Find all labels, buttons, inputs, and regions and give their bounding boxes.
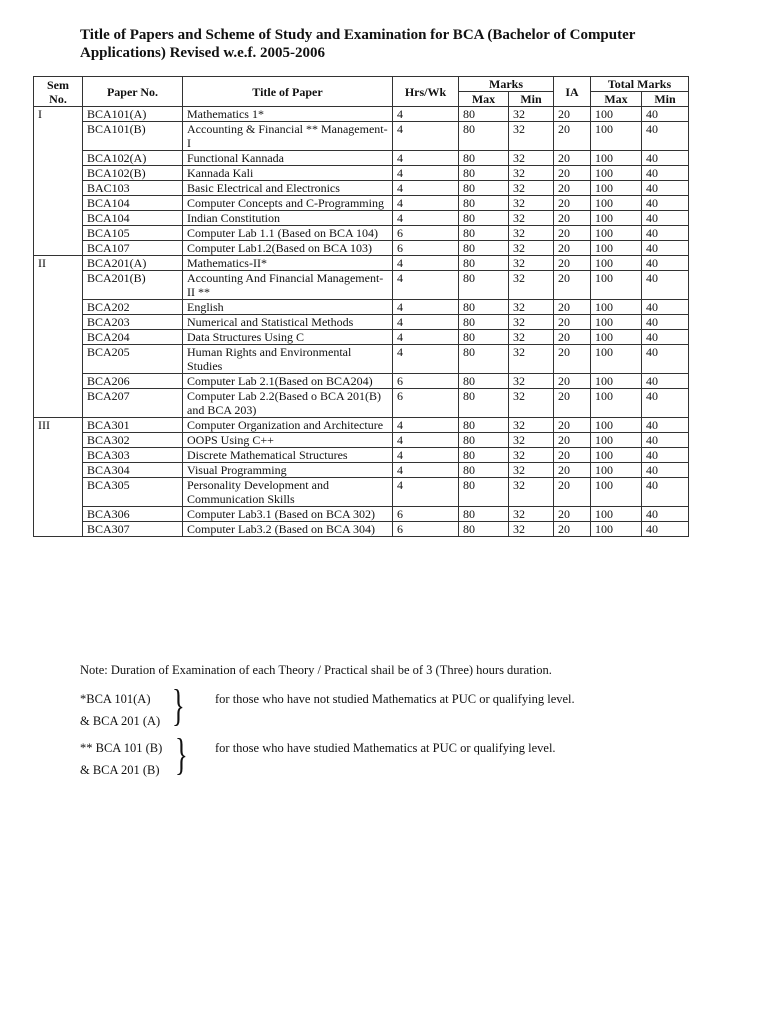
- total-max-cell: 100: [591, 448, 642, 463]
- marks-max-cell: 80: [459, 107, 509, 122]
- total-min-cell: 40: [642, 300, 689, 315]
- hrs-wk-cell: 4: [393, 107, 459, 122]
- paper-title-cell: Human Rights and Environmental Studies: [183, 345, 393, 374]
- paper-no-cell: BCA202: [83, 300, 183, 315]
- marks-max-cell: 80: [459, 166, 509, 181]
- header-marks-min: Min: [509, 92, 554, 107]
- total-min-cell: 40: [642, 226, 689, 241]
- table-row: [34, 433, 689, 448]
- hrs-wk-cell: 6: [393, 522, 459, 537]
- table-row: [34, 181, 689, 196]
- marks-max-cell: 80: [459, 256, 509, 271]
- table-row: [34, 300, 689, 315]
- total-max-cell: 100: [591, 374, 642, 389]
- ia-cell: 20: [554, 226, 591, 241]
- footnote-2-line2: & BCA 201 (B): [80, 763, 160, 777]
- header-title: Title of Paper: [183, 77, 393, 107]
- paper-no-cell: BAC103: [83, 181, 183, 196]
- ia-cell: 20: [554, 374, 591, 389]
- duration-note: Note: Duration of Examination of each Theory / Practical shail be of 3 (Three) hours duration.: [80, 663, 552, 677]
- table-row: [34, 463, 689, 478]
- marks-min-cell: 32: [509, 418, 554, 433]
- table-body: [34, 107, 689, 537]
- table-row: [34, 315, 689, 330]
- total-min-cell: 40: [642, 433, 689, 448]
- paper-title-cell: Numerical and Statistical Methods: [183, 315, 393, 330]
- total-min-cell: 40: [642, 122, 689, 151]
- marks-max-cell: 80: [459, 241, 509, 256]
- marks-min-cell: 32: [509, 211, 554, 226]
- total-min-cell: 40: [642, 522, 689, 537]
- total-min-cell: 40: [642, 345, 689, 374]
- footnote-2-line1: ** BCA 101 (B): [80, 741, 163, 755]
- marks-max-cell: 80: [459, 151, 509, 166]
- ia-cell: 20: [554, 166, 591, 181]
- header-sem-no: Sem No.: [34, 77, 83, 107]
- total-max-cell: 100: [591, 122, 642, 151]
- marks-max-cell: 80: [459, 389, 509, 418]
- total-max-cell: 100: [591, 330, 642, 345]
- ia-cell: 20: [554, 256, 591, 271]
- total-max-cell: 100: [591, 300, 642, 315]
- paper-title-cell: Computer Lab 1.1 (Based on BCA 104): [183, 226, 393, 241]
- marks-min-cell: 32: [509, 433, 554, 448]
- paper-no-cell: BCA205: [83, 345, 183, 374]
- marks-min-cell: 32: [509, 166, 554, 181]
- total-min-cell: 40: [642, 196, 689, 211]
- table-row: [34, 151, 689, 166]
- ia-cell: 20: [554, 345, 591, 374]
- total-min-cell: 40: [642, 271, 689, 300]
- table-row: [34, 478, 689, 507]
- table-row: [34, 418, 689, 433]
- hrs-wk-cell: 4: [393, 418, 459, 433]
- table-row: [34, 241, 689, 256]
- marks-max-cell: 80: [459, 211, 509, 226]
- marks-min-cell: 32: [509, 374, 554, 389]
- paper-title-cell: Computer Lab 2.1(Based on BCA204): [183, 374, 393, 389]
- table-row: [34, 256, 689, 271]
- paper-no-cell: BCA301: [83, 418, 183, 433]
- marks-max-cell: 80: [459, 196, 509, 211]
- table-row: [34, 389, 689, 418]
- hrs-wk-cell: 4: [393, 345, 459, 374]
- total-min-cell: 40: [642, 389, 689, 418]
- paper-title-cell: Mathematics-II*: [183, 256, 393, 271]
- footnote-1-text: for those who have not studied Mathematics at PUC or qualifying level.: [215, 692, 575, 706]
- marks-min-cell: 32: [509, 271, 554, 300]
- ia-cell: 20: [554, 433, 591, 448]
- header-total-max: Max: [591, 92, 642, 107]
- total-max-cell: 100: [591, 241, 642, 256]
- paper-no-cell: BCA102(B): [83, 166, 183, 181]
- paper-title-cell: Computer Lab3.2 (Based on BCA 304): [183, 522, 393, 537]
- marks-max-cell: 80: [459, 374, 509, 389]
- ia-cell: 20: [554, 463, 591, 478]
- ia-cell: 20: [554, 196, 591, 211]
- marks-min-cell: 32: [509, 241, 554, 256]
- marks-min-cell: 32: [509, 463, 554, 478]
- paper-title-cell: Personality Development and Communication Skills: [183, 478, 393, 507]
- paper-title-cell: Accounting & Financial ** Management-I: [183, 122, 393, 151]
- marks-max-cell: 80: [459, 271, 509, 300]
- marks-min-cell: 32: [509, 151, 554, 166]
- table-row: [34, 166, 689, 181]
- paper-title-cell: Computer Concepts and C-Programming: [183, 196, 393, 211]
- marks-min-cell: 32: [509, 107, 554, 122]
- ia-cell: 20: [554, 478, 591, 507]
- hrs-wk-cell: 4: [393, 300, 459, 315]
- scheme-table: [33, 76, 689, 537]
- total-min-cell: 40: [642, 507, 689, 522]
- table-row: [34, 345, 689, 374]
- table-row: [34, 330, 689, 345]
- paper-title-cell: Computer Lab3.1 (Based on BCA 302): [183, 507, 393, 522]
- ia-cell: 20: [554, 241, 591, 256]
- total-max-cell: 100: [591, 211, 642, 226]
- total-max-cell: 100: [591, 107, 642, 122]
- paper-no-cell: BCA305: [83, 478, 183, 507]
- marks-min-cell: 32: [509, 448, 554, 463]
- ia-cell: 20: [554, 271, 591, 300]
- hrs-wk-cell: 4: [393, 463, 459, 478]
- total-min-cell: 40: [642, 418, 689, 433]
- marks-min-cell: 32: [509, 300, 554, 315]
- paper-no-cell: BCA101(B): [83, 122, 183, 151]
- marks-max-cell: 80: [459, 330, 509, 345]
- marks-min-cell: 32: [509, 226, 554, 241]
- paper-title-cell: Computer Lab 2.2(Based o BCA 201(B) and BCA 203): [183, 389, 393, 418]
- total-max-cell: 100: [591, 463, 642, 478]
- total-max-cell: 100: [591, 196, 642, 211]
- sem-no-cell: II: [34, 256, 83, 418]
- paper-title-cell: Discrete Mathematical Structures: [183, 448, 393, 463]
- total-min-cell: 40: [642, 181, 689, 196]
- total-max-cell: 100: [591, 522, 642, 537]
- paper-no-cell: BCA303: [83, 448, 183, 463]
- paper-no-cell: BCA201(B): [83, 271, 183, 300]
- total-min-cell: 40: [642, 241, 689, 256]
- total-max-cell: 100: [591, 418, 642, 433]
- total-max-cell: 100: [591, 166, 642, 181]
- paper-no-cell: BCA201(A): [83, 256, 183, 271]
- paper-title-cell: Visual Programming: [183, 463, 393, 478]
- paper-title-cell: Indian Constitution: [183, 211, 393, 226]
- paper-title-cell: Basic Electrical and Electronics: [183, 181, 393, 196]
- paper-no-cell: BCA107: [83, 241, 183, 256]
- paper-no-cell: BCA207: [83, 389, 183, 418]
- curly-brace-icon: }: [175, 730, 188, 779]
- table-row: [34, 122, 689, 151]
- marks-max-cell: 80: [459, 433, 509, 448]
- hrs-wk-cell: 4: [393, 433, 459, 448]
- table-row: [34, 374, 689, 389]
- marks-min-cell: 32: [509, 389, 554, 418]
- paper-no-cell: BCA101(A): [83, 107, 183, 122]
- document-title: Title of Papers and Scheme of Study and Examination for BCA (Bachelor of Computer Applications) Revised w.e.f. 2005-2006: [80, 27, 636, 61]
- table-row: [34, 507, 689, 522]
- table-row: [34, 522, 689, 537]
- marks-max-cell: 80: [459, 478, 509, 507]
- marks-min-cell: 32: [509, 256, 554, 271]
- total-min-cell: 40: [642, 478, 689, 507]
- hrs-wk-cell: 4: [393, 196, 459, 211]
- curly-brace-icon: }: [172, 681, 185, 730]
- total-max-cell: 100: [591, 507, 642, 522]
- paper-title-cell: OOPS Using C++: [183, 433, 393, 448]
- marks-min-cell: 32: [509, 122, 554, 151]
- paper-title-cell: Functional Kannada: [183, 151, 393, 166]
- total-min-cell: 40: [642, 448, 689, 463]
- ia-cell: 20: [554, 330, 591, 345]
- hrs-wk-cell: 4: [393, 478, 459, 507]
- paper-title-cell: Kannada Kali: [183, 166, 393, 181]
- table-row: [34, 226, 689, 241]
- total-min-cell: 40: [642, 107, 689, 122]
- paper-title-cell: Mathematics 1*: [183, 107, 393, 122]
- header-paper-no: Paper No.: [83, 77, 183, 107]
- hrs-wk-cell: 4: [393, 330, 459, 345]
- paper-title-cell: Accounting And Financial Management-II **: [183, 271, 393, 300]
- ia-cell: 20: [554, 107, 591, 122]
- total-min-cell: 40: [642, 166, 689, 181]
- table-row: [34, 211, 689, 226]
- paper-title-cell: English: [183, 300, 393, 315]
- ia-cell: 20: [554, 300, 591, 315]
- hrs-wk-cell: 4: [393, 181, 459, 196]
- header-ia: IA: [554, 77, 591, 107]
- ia-cell: 20: [554, 389, 591, 418]
- marks-max-cell: 80: [459, 522, 509, 537]
- ia-cell: 20: [554, 507, 591, 522]
- hrs-wk-cell: 4: [393, 151, 459, 166]
- paper-no-cell: BCA203: [83, 315, 183, 330]
- hrs-wk-cell: 4: [393, 315, 459, 330]
- total-max-cell: 100: [591, 226, 642, 241]
- total-max-cell: 100: [591, 389, 642, 418]
- total-max-cell: 100: [591, 433, 642, 448]
- marks-max-cell: 80: [459, 448, 509, 463]
- total-max-cell: 100: [591, 478, 642, 507]
- total-max-cell: 100: [591, 315, 642, 330]
- hrs-wk-cell: 6: [393, 241, 459, 256]
- total-max-cell: 100: [591, 271, 642, 300]
- table-row: [34, 271, 689, 300]
- paper-title-cell: Data Structures Using C: [183, 330, 393, 345]
- ia-cell: 20: [554, 448, 591, 463]
- marks-max-cell: 80: [459, 463, 509, 478]
- paper-no-cell: BCA302: [83, 433, 183, 448]
- marks-max-cell: 80: [459, 226, 509, 241]
- table-header: [34, 77, 689, 107]
- ia-cell: 20: [554, 418, 591, 433]
- header-total-min: Min: [642, 92, 689, 107]
- hrs-wk-cell: 4: [393, 166, 459, 181]
- footnote-1-line2: & BCA 201 (A): [80, 714, 161, 728]
- hrs-wk-cell: 6: [393, 226, 459, 241]
- total-min-cell: 40: [642, 374, 689, 389]
- marks-max-cell: 80: [459, 418, 509, 433]
- hrs-wk-cell: 4: [393, 211, 459, 226]
- marks-min-cell: 32: [509, 196, 554, 211]
- total-min-cell: 40: [642, 256, 689, 271]
- paper-no-cell: BCA304: [83, 463, 183, 478]
- marks-max-cell: 80: [459, 300, 509, 315]
- footnote-1-line1: *BCA 101(A): [80, 692, 151, 706]
- hrs-wk-cell: 4: [393, 448, 459, 463]
- paper-no-cell: BCA105: [83, 226, 183, 241]
- ia-cell: 20: [554, 122, 591, 151]
- total-min-cell: 40: [642, 211, 689, 226]
- ia-cell: 20: [554, 181, 591, 196]
- footnote-2-text: for those who have studied Mathematics at PUC or qualifying level.: [215, 741, 556, 755]
- marks-max-cell: 80: [459, 345, 509, 374]
- marks-min-cell: 32: [509, 345, 554, 374]
- header-total-marks: Total Marks: [591, 77, 689, 92]
- paper-no-cell: BCA104: [83, 196, 183, 211]
- table-row: [34, 448, 689, 463]
- ia-cell: 20: [554, 151, 591, 166]
- header-marks: Marks: [459, 77, 554, 92]
- total-max-cell: 100: [591, 345, 642, 374]
- total-min-cell: 40: [642, 463, 689, 478]
- ia-cell: 20: [554, 211, 591, 226]
- paper-no-cell: BCA206: [83, 374, 183, 389]
- total-max-cell: 100: [591, 256, 642, 271]
- table-row: [34, 107, 689, 122]
- table-row: [34, 196, 689, 211]
- marks-max-cell: 80: [459, 315, 509, 330]
- marks-min-cell: 32: [509, 522, 554, 537]
- marks-min-cell: 32: [509, 315, 554, 330]
- total-max-cell: 100: [591, 151, 642, 166]
- hrs-wk-cell: 4: [393, 122, 459, 151]
- paper-no-cell: BCA102(A): [83, 151, 183, 166]
- hrs-wk-cell: 4: [393, 271, 459, 300]
- marks-max-cell: 80: [459, 181, 509, 196]
- hrs-wk-cell: 6: [393, 389, 459, 418]
- total-min-cell: 40: [642, 315, 689, 330]
- marks-min-cell: 32: [509, 478, 554, 507]
- paper-title-cell: Computer Lab1.2(Based on BCA 103): [183, 241, 393, 256]
- marks-min-cell: 32: [509, 330, 554, 345]
- paper-title-cell: Computer Organization and Architecture: [183, 418, 393, 433]
- header-marks-max: Max: [459, 92, 509, 107]
- total-min-cell: 40: [642, 330, 689, 345]
- paper-no-cell: BCA307: [83, 522, 183, 537]
- total-min-cell: 40: [642, 151, 689, 166]
- paper-no-cell: BCA204: [83, 330, 183, 345]
- hrs-wk-cell: 6: [393, 507, 459, 522]
- paper-no-cell: BCA104: [83, 211, 183, 226]
- header-hrs-wk: Hrs/Wk: [393, 77, 459, 107]
- paper-no-cell: BCA306: [83, 507, 183, 522]
- ia-cell: 20: [554, 315, 591, 330]
- marks-min-cell: 32: [509, 507, 554, 522]
- sem-no-cell: I: [34, 107, 83, 256]
- total-max-cell: 100: [591, 181, 642, 196]
- hrs-wk-cell: 4: [393, 256, 459, 271]
- hrs-wk-cell: 6: [393, 374, 459, 389]
- marks-min-cell: 32: [509, 181, 554, 196]
- marks-max-cell: 80: [459, 122, 509, 151]
- sem-no-cell: III: [34, 418, 83, 537]
- ia-cell: 20: [554, 522, 591, 537]
- marks-max-cell: 80: [459, 507, 509, 522]
